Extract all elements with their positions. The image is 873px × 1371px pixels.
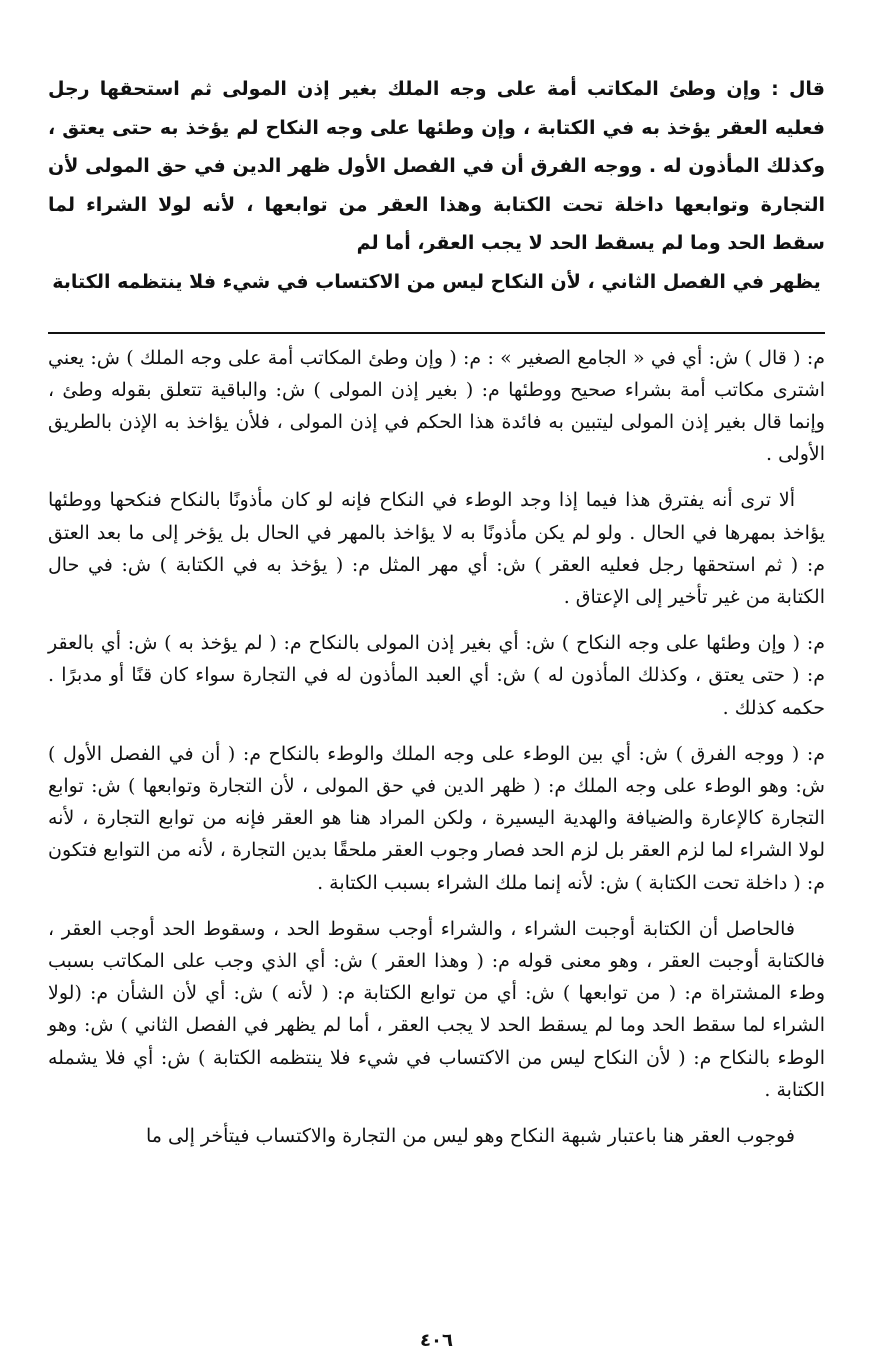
sharh-paragraph-1: م: ( قال ) ش: أي في « الجامع الصغير » : م: ( وإن وطئ المكاتب أمة على وجه الملك ) ش: يعني اشترى مكاتب أمة بشراء صحيح ووطئها م: ( بغير إذن المولى ) ش: والباقية تتعلق بقوله وطئ ، وإنما قال بغير إذن المولى ليتبين به فائدة هذا الحكم في إذن المولى ، فلأن يؤاخذ به الإذن بالطريق الأولى . bbox=[48, 346, 825, 466]
page bbox=[48, 70, 825, 1371]
sharh-paragraph-4: م: ( ووجه الفرق ) ش: أي بين الوطء على وجه الملك والوطء بالنكاح م: ( أن في الفصل الأول ) ش: وهو الوطء على وجه الملك م: ( ظهر الدين في حق المولى ، لأن التجارة وتوابعها ) ش: توابع التجارة كالإعارة والضيافة والهدية اليسيرة ، ولكن المراد هنا هو العقر فإنه من توابع التجارة ، لأنه لولا الشراء لما لزم العقر بل لزم الحد فصار وجوب العقر ملحقًا بدين التجارة ، لأنه من التوابع فتكون م: ( داخلة تحت الكتابة ) ش: لأنه إنما ملك الشراء بسبب الكتابة . bbox=[48, 742, 825, 894]
matn-body: قال : وإن وطئ المكاتب أمة على وجه الملك بغير إذن المولى ثم استحقها رجل فعليه العقر يؤخذ به في الكتابة ، وإن وطئها على وجه النكاح لم يؤخذ به حتى يعتق ، وكذلك المأذون له . ووجه الفرق أن في الفصل الأول ظهر الدين في حق المولى لأن التجارة وتوابعها داخلة تحت الكتابة وهذا العقر من توابعها ، لأنه لولا الشراء لما سقط الحد وما لم يسقط الحد لا يجب العقر، أما لم bbox=[48, 78, 825, 255]
page-number: ٤٠٦ bbox=[420, 1330, 453, 1351]
sharh-paragraph-5: فالحاصل أن الكتابة أوجبت الشراء ، والشراء أوجب سقوط الحد ، وسقوط الحد أوجب العقر ، فالكتابة أوجبت العقر ، وهو معنى قوله م: ( وهذا العقر ) ش: أي الذي وجب على المكاتب بسبب وطء المشتراة م: ( من توابعها ) ش: أي من توابع الكتابة م: ( لأنه ) ش: أي لأن الشأن م: (لولا الشراء لما سقط الحد وما لم يسقط الحد لا يجب العقر ، أما لم يظهر في الفصل الثاني ) ش: وهو الوطء بالنكاح م: ( لأن النكاح ليس من الاكتساب في شيء فلا ينتظمه الكتابة ) ش: أي فلا يشمله الكتابة . bbox=[48, 917, 825, 1101]
matn-last-line: يظهر في الفصل الثاني ، لأن النكاح ليس من الاكتساب في شيء فلا ينتظمه الكتابة bbox=[52, 270, 821, 293]
sharh-paragraph-2: ألا ترى أنه يفترق هذا فيما إذا وجد الوطء في النكاح فإنه لو كان مأذونًا بالنكاح فنكحها ووطئها يؤاخذ بمهرها في الحال . ولو لم يكن مأذونًا به لا يؤاخذ بالمهر في الحال بل يؤخر إلى ما بعد العتق م: ( ثم استحقها رجل فعليه العقر ) ش: أي مهر المثل م: ( يؤخذ به في الكتابة ) ش: في حال الكتابة من غير تأخير إلى الإعتاق . bbox=[48, 489, 825, 608]
sharh-paragraph-3: م: ( وإن وطئها على وجه النكاح ) ش: أي بغير إذن المولى بالنكاح م: ( لم يؤخذ به ) ش: أي بالعقر م: ( حتى يعتق ، وكذلك المأذون له ) ش: أي العبد المأذون له في التجارة سواء كان قنًا أو مدبرًا . حكمه كذلك . bbox=[48, 632, 825, 719]
sharh-paragraph-6: فوجوب العقر هنا باعتبار شبهة النكاح وهو ليس من التجارة والاكتساب فيتأخر إلى ما bbox=[145, 1125, 795, 1148]
matn-text bbox=[48, 70, 825, 302]
section-divider bbox=[48, 332, 825, 334]
